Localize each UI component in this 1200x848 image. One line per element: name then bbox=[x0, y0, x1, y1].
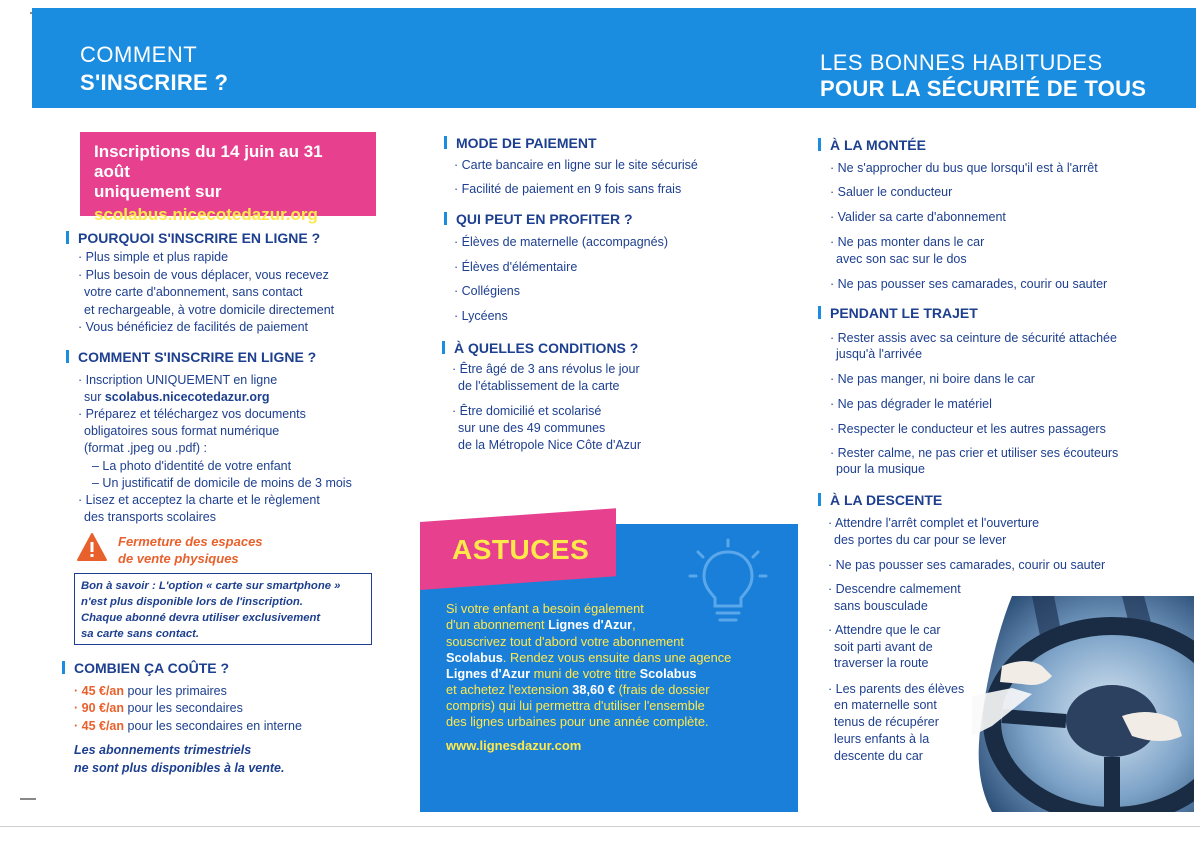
conditions-title-text: À QUELLES CONDITIONS ? bbox=[454, 340, 639, 356]
how-title bbox=[66, 349, 316, 365]
trip-line: jusqu'à l'arrivée bbox=[836, 347, 923, 361]
scan-bottom-edge bbox=[0, 826, 1200, 827]
quarterly-note-line1: Les abonnements trimestriels bbox=[74, 743, 252, 757]
who-line: · Lycéens bbox=[454, 309, 508, 323]
who-title bbox=[444, 211, 633, 227]
section-marker bbox=[818, 493, 821, 506]
why-line: · Plus simple et plus rapide bbox=[78, 250, 229, 264]
tips-line: des lignes urbaines pour une année complète. bbox=[446, 714, 709, 729]
section-marker bbox=[818, 138, 821, 151]
tips-frag: d'un abonnement bbox=[446, 617, 549, 632]
boarding-line: · Saluer le conducteur bbox=[830, 185, 953, 199]
exit-line: · Attendre l'arrêt complet et l'ouverture bbox=[828, 516, 1040, 530]
why-line: et rechargeable, à votre domicile directement bbox=[84, 303, 335, 317]
section-marker bbox=[444, 136, 447, 149]
boarding-line: · Ne pas monter dans le car bbox=[830, 235, 985, 249]
how-line: – La photo d'identité de votre enfant bbox=[92, 459, 292, 473]
exit-line: sans bousculade bbox=[834, 599, 928, 613]
warning-icon bbox=[76, 532, 108, 562]
tips-line bbox=[446, 650, 731, 666]
header-left-line1: COMMENT bbox=[80, 42, 198, 67]
boarding-line: · Valider sa carte d'abonnement bbox=[830, 210, 1006, 224]
trip-line: pour la musique bbox=[836, 462, 925, 476]
tips-frag: , bbox=[632, 617, 636, 632]
conditions-line: · Être domicilié et scolarisé bbox=[452, 404, 602, 418]
exit-line: tenus de récupérer bbox=[834, 715, 939, 729]
banner-line1: Inscriptions du 14 juin au 31 août bbox=[94, 142, 323, 181]
how-line: obligatoires sous format numérique bbox=[84, 424, 280, 438]
why-line: · Vous bénéficiez de facilités de paiement bbox=[78, 320, 308, 334]
tips-link[interactable]: www.lignesdazur.com bbox=[446, 738, 582, 753]
exit-line: · Ne pas pousser ses camarades, courir ou sauter bbox=[828, 558, 1106, 572]
conditions-line: · Être âgé de 3 ans révolus le jour bbox=[452, 362, 640, 376]
tips-line: Si votre enfant a besoin également bbox=[446, 601, 644, 616]
tips-line bbox=[446, 666, 697, 682]
quarterly-note-line2: ne sont plus disponibles à la vente. bbox=[74, 761, 285, 775]
cost-price: · 45 €/an bbox=[74, 684, 125, 698]
exit-line: traverser la route bbox=[834, 656, 929, 670]
conditions-line: de la Métropole Nice Côte d'Azur bbox=[458, 438, 642, 452]
how-sur: sur bbox=[84, 390, 105, 404]
how-line: – Un justificatif de domicile de moins de 3 mois bbox=[92, 476, 352, 490]
trip-line: · Ne pas dégrader le matériel bbox=[830, 397, 992, 411]
good-to-know-line: sa carte sans contact. bbox=[81, 628, 200, 640]
payment-line: · Facilité de paiement en 9 fois sans frais bbox=[454, 182, 682, 196]
exit-line: descente du car bbox=[834, 749, 923, 763]
exit-title-text: À LA DESCENTE bbox=[830, 492, 943, 508]
tips-frag-bold: Lignes d'Azur bbox=[446, 666, 531, 681]
boarding-title-text: À LA MONTÉE bbox=[830, 137, 926, 153]
trip-line: · Respecter le conducteur et les autres passagers bbox=[830, 422, 1106, 436]
payment-title-text: MODE DE PAIEMENT bbox=[456, 135, 597, 151]
closure-line1: Fermeture des espaces bbox=[118, 534, 263, 549]
banner-url[interactable]: scolabus.nicecotedazur.org bbox=[94, 205, 318, 224]
tips-line: compris) qui lui permettra d'utiliser l'ensemble bbox=[446, 698, 705, 713]
trip-line: · Ne pas manger, ni boire dans le car bbox=[830, 372, 1035, 386]
who-line: · Élèves de maternelle (accompagnés) bbox=[454, 235, 668, 249]
steering-wheel-photo bbox=[972, 596, 1194, 812]
header-left-line2: S'INSCRIRE ? bbox=[80, 70, 229, 95]
tips-line: souscrivez tout d'abord votre abonnement bbox=[446, 634, 684, 649]
exit-line: en maternelle sont bbox=[834, 698, 937, 712]
cost-row bbox=[74, 718, 302, 735]
cost-title bbox=[62, 660, 229, 676]
tips-frag: et achetez l'extension bbox=[446, 682, 573, 697]
tips-line bbox=[446, 617, 636, 633]
exit-line: soit parti avant de bbox=[834, 640, 933, 654]
cost-title-text: COMBIEN ÇA COÛTE ? bbox=[74, 660, 230, 676]
trip-line: · Rester assis avec sa ceinture de sécurité attachée bbox=[830, 331, 1117, 345]
boarding-title bbox=[818, 137, 926, 153]
who-line: · Collégiens bbox=[454, 284, 521, 298]
section-marker bbox=[444, 212, 447, 225]
tips-frag-bold: 38,60 € bbox=[572, 682, 615, 697]
section-marker bbox=[66, 350, 69, 363]
why-line: · Plus besoin de vous déplacer, vous recevez bbox=[78, 268, 329, 282]
boarding-line: · Ne s'approcher du bus que lorsqu'il est à l'arrêt bbox=[830, 161, 1098, 175]
how-url[interactable]: scolabus.nicecotedazur.org bbox=[104, 390, 270, 404]
payment-line: · Carte bancaire en ligne sur le site sécurisé bbox=[454, 158, 698, 172]
cost-label: pour les secondaires en interne bbox=[124, 719, 302, 733]
why-title-text: POURQUOI S'INSCRIRE EN LIGNE ? bbox=[78, 230, 321, 246]
cost-row bbox=[74, 700, 243, 717]
how-line: · Inscription UNIQUEMENT en ligne bbox=[78, 373, 278, 387]
tips-frag-bold: Lignes d'Azur bbox=[548, 617, 633, 632]
how-line: · Préparez et téléchargez vos documents bbox=[78, 407, 306, 421]
why-line: votre carte d'abonnement, sans contact bbox=[84, 285, 303, 299]
exit-title bbox=[818, 492, 942, 508]
exit-line: · Descendre calmement bbox=[828, 582, 961, 596]
who-title-text: QUI PEUT EN PROFITER ? bbox=[456, 211, 633, 227]
closure-warning bbox=[118, 533, 263, 567]
trip-title-text: PENDANT LE TRAJET bbox=[830, 305, 978, 321]
why-title bbox=[66, 230, 320, 246]
exit-line: des portes du car pour se lever bbox=[834, 533, 1007, 547]
cost-label: pour les primaires bbox=[124, 684, 227, 698]
tips-frag-bold: Scolabus bbox=[446, 650, 503, 665]
good-to-know-line: n'est plus disponible lors de l'inscription. bbox=[81, 596, 303, 608]
scan-mark-bottom bbox=[20, 798, 36, 800]
cost-price: · 45 €/an bbox=[74, 719, 125, 733]
registration-banner bbox=[80, 132, 376, 224]
tips-frag-bold: Scolabus bbox=[639, 666, 697, 681]
how-line-url bbox=[84, 389, 269, 406]
section-marker bbox=[66, 231, 69, 244]
who-line: · Élèves d'élémentaire bbox=[454, 260, 578, 274]
trip-title bbox=[818, 305, 978, 321]
exit-line: leurs enfants à la bbox=[834, 732, 930, 746]
section-marker bbox=[442, 341, 445, 354]
tips-frag: muni de votre titre bbox=[530, 666, 640, 681]
header-right-line2: POUR LA SÉCURITÉ DE TOUS bbox=[820, 76, 1147, 101]
banner-line2: uniquement sur bbox=[94, 182, 222, 201]
cost-row bbox=[74, 683, 227, 700]
tips-frag: . Rendez vous ensuite dans une agence bbox=[502, 650, 732, 665]
how-line: · Lisez et acceptez la charte et le règlement bbox=[78, 493, 320, 507]
how-title-text: COMMENT S'INSCRIRE EN LIGNE ? bbox=[78, 349, 317, 365]
payment-title bbox=[444, 135, 597, 151]
tips-line bbox=[446, 682, 710, 698]
conditions-line: de l'établissement de la carte bbox=[458, 379, 620, 393]
conditions-title bbox=[442, 340, 638, 356]
trip-line: · Rester calme, ne pas crier et utiliser ses écouteurs bbox=[830, 446, 1119, 460]
section-marker bbox=[62, 661, 65, 674]
header-right-line1: LES BONNES HABITUDES bbox=[820, 50, 1103, 75]
conditions-line: sur une des 49 communes bbox=[458, 421, 606, 435]
how-line: (format .jpeg ou .pdf) : bbox=[84, 441, 207, 455]
good-to-know-line: Chaque abonné devra utiliser exclusivement bbox=[81, 612, 321, 624]
exit-line: · Attendre que le car bbox=[828, 623, 941, 637]
how-line: des transports scolaires bbox=[84, 510, 217, 524]
tips-frag: (frais de dossier bbox=[614, 682, 710, 697]
exit-line: · Les parents des élèves bbox=[828, 682, 965, 696]
closure-line2: de vente physiques bbox=[118, 551, 239, 566]
good-to-know-box bbox=[74, 573, 372, 645]
cost-label: pour les secondaires bbox=[124, 701, 243, 715]
boarding-line: avec son sac sur le dos bbox=[836, 252, 967, 266]
good-to-know-line: Bon à savoir : L'option « carte sur smartphone » bbox=[81, 580, 341, 592]
lightbulb-icon bbox=[688, 538, 768, 630]
tips-title: ASTUCES bbox=[452, 534, 590, 565]
section-marker bbox=[818, 306, 821, 319]
boarding-line: · Ne pas pousser ses camarades, courir ou sauter bbox=[830, 277, 1108, 291]
cost-price: · 90 €/an bbox=[74, 701, 125, 715]
